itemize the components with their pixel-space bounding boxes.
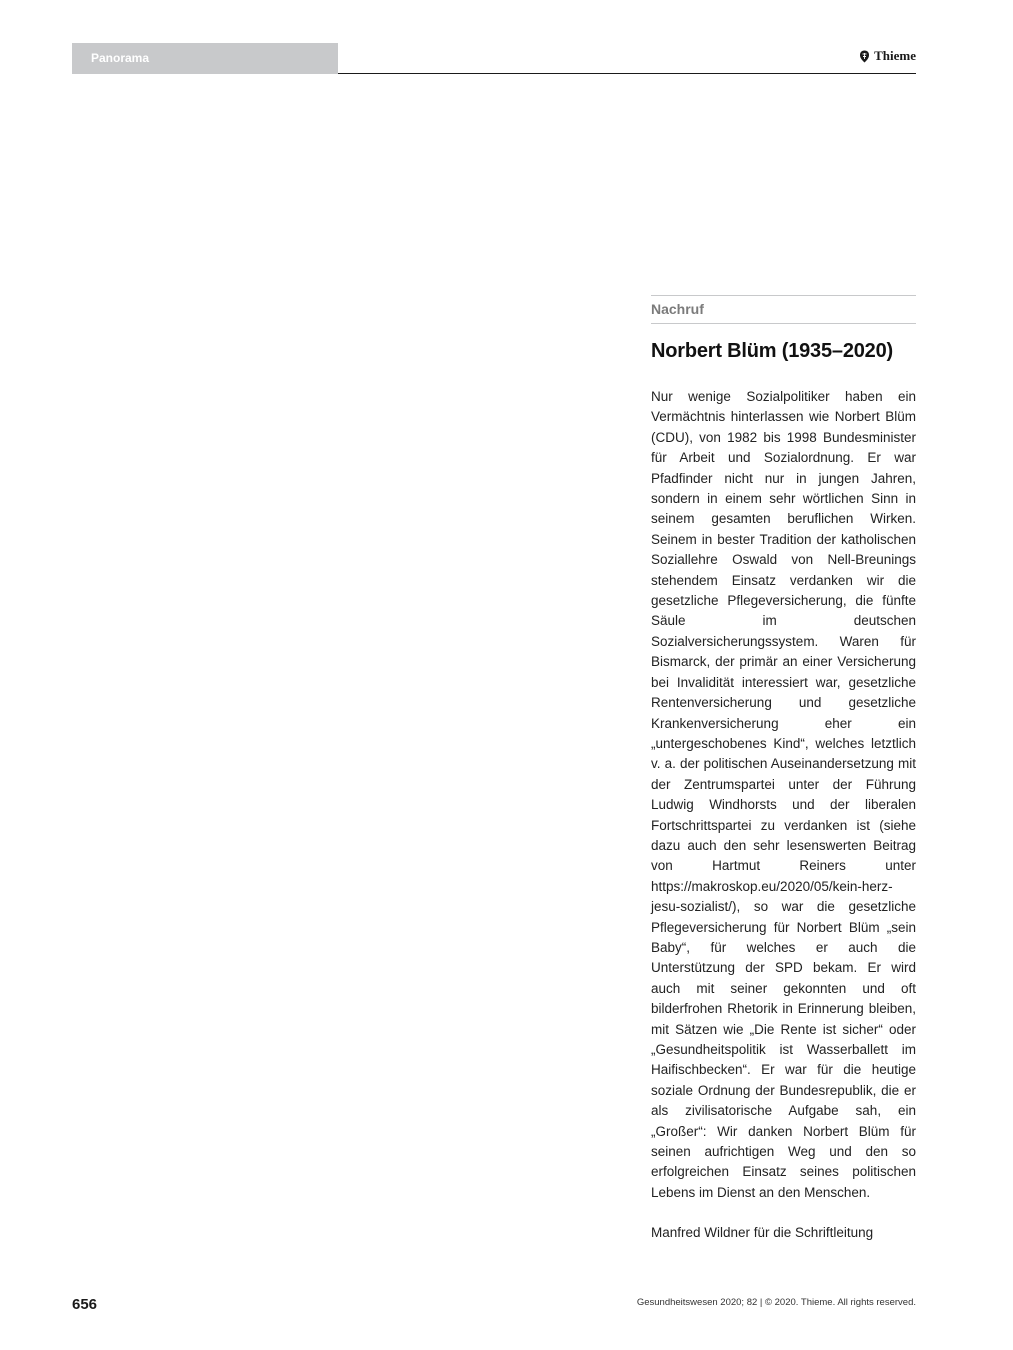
journal-citation: Gesundheitswesen 2020; 82 | © 2020. Thieme. All rights reserved.	[636, 1297, 916, 1308]
section-header-bar	[72, 43, 338, 74]
article-body: Nur wenige Sozialpolitiker haben ein Vermächtnis hinterlassen wie Norbert Blüm (CDU), von 1982 bis 1998 Bundesminister für Arbeit und Sozialordnung. Er war Pfadfinder nicht nur in jungen Jahren, sondern in einem sehr wörtlichen Sinn in seinem gesamten beruflichen Wirken. Seinem in bester Tradition der katholischen Soziallehre Oswald von Nell-Breunings stehendem Einsatz verdanken wir die gesetzliche Pflegeversicherung, die fünfte Säule im deutschen Sozialversicherungssystem. Waren für Bismarck, der primär an einer Versicherung bei Invalidität interessiert war, gesetzliche Rentenversicherung und gesetzliche Krankenversicherung eher ein „untergeschobenes Kind“, welches letztlich v. a. der politischen Auseinandersetzung mit der Zentrumspartei unter der Führung Ludwig Windhorsts und der liberalen Fortschrittspartei zu verdanken ist (siehe dazu auch den sehr lesenswerten Beitrag von Hartmut Reiners unter https://makroskop.eu/2020/05/kein-herz-jesu-sozialist/), so war die gesetzliche Pflegeversicherung für Norbert Blüm „sein Baby“, für welches er auch die Unterstützung der SPD bekam. Er wird auch mit seiner gekonnten und oft bilderfrohen Rhetorik in Erinnerung bleiben, mit Sätzen wie „Die Rente ist sicher“ oder „Gesundheitspolitik ist Wasserballett im Haifischbecken“. Er war für die heutige soziale Ordnung der Bundesrepublik, die er als zivilisatorische Aufgabe sah, ein „Großer“: Wir danken Norbert Blüm für seinen aufrichtigen Weg und den so erfolgreichen Einsatz seines politischen Lebens im Dienst an den Menschen.	[651, 389, 916, 1200]
article	[651, 295, 916, 1244]
article-title: Norbert Blüm (1935–2020)	[651, 340, 893, 362]
publisher-logo	[859, 48, 916, 64]
page-number: 656	[72, 1296, 98, 1313]
thieme-logo-icon	[859, 50, 870, 63]
section-label-header: Panorama	[91, 51, 150, 65]
header-rule	[338, 73, 916, 74]
article-author: Manfred Wildner für die Schriftleitung	[651, 1225, 874, 1241]
article-category: Nachruf	[651, 295, 916, 324]
publisher-name: Thieme	[874, 48, 916, 63]
